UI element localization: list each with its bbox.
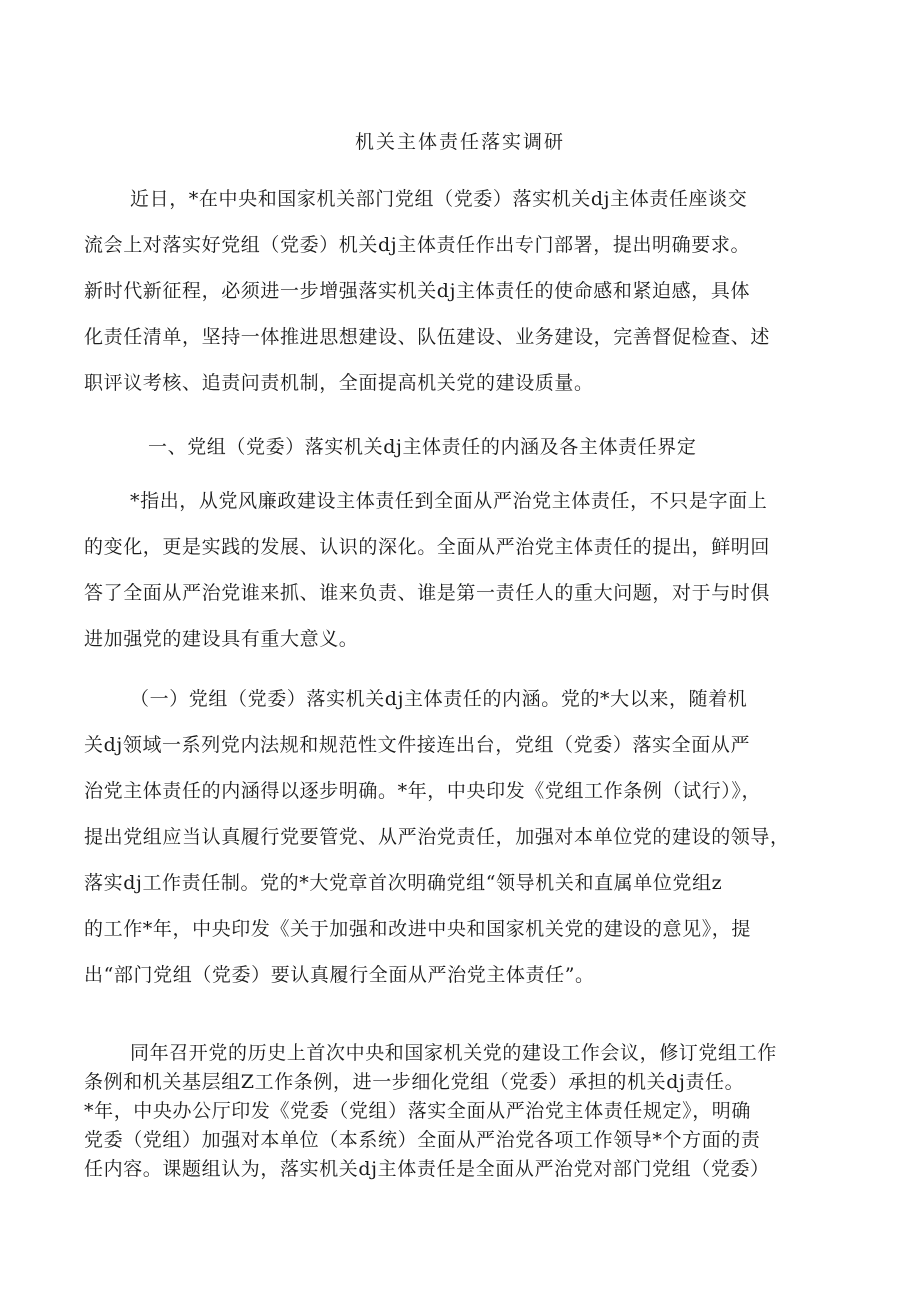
paragraph-line: 关dj领域一系列党内法规和规范性文件接连出台，党组（党委）落实全面从严	[84, 734, 751, 756]
paragraph-line: 新时代新征程，必须进一步增强落实机关dj主体责任的使命感和紧迫感，具体	[84, 280, 751, 302]
paragraph-line: 治党主体责任的内涵得以逐步明确。*年，中央印发《党组工作条例（试行）》，	[84, 780, 762, 802]
paragraph-intro	[84, 176, 844, 406]
section-heading	[84, 424, 844, 470]
paragraph-line: 化责任清单，坚持一体推进思想建设、队伍建设、业务建设，完善督促检查、述	[84, 326, 771, 348]
paragraph-line: *年，中央办公厅印发《党委（党组）落实全面从严治党主体责任规定》，明确	[84, 1100, 752, 1122]
paragraph-line: 任内容。课题组认为，落实机关dj主体责任是全面从严治党对部门党组（党委）	[84, 1158, 770, 1180]
paragraph-line: 的工作*年，中央印发《关于加强和改进中央和国家机关党的建设的意见》，提	[84, 918, 752, 940]
paragraph-line: 党委（党组）加强对本单位（本系统）全面从严治党各项工作领导*个方面的责	[84, 1129, 761, 1151]
paragraph-line: 条例和机关基层组Z工作条例，进一步细化党组（党委）承担的机关dj责任。	[84, 1071, 745, 1093]
paragraph-line: 落实dj工作责任制。党的*大党章首次明确党组“领导机关和直属单位党组z	[84, 872, 723, 894]
section-heading-text: 一、党组（党委）落实机关dj主体责任的内涵及各主体责任界定	[148, 436, 697, 458]
paragraph-responsibility	[84, 478, 844, 662]
paragraph-line: 进加强党的建设具有重大意义。	[84, 628, 359, 650]
paragraph-line: 出“部门党组（党委）要认真履行全面从严治党主体责任”。	[84, 964, 595, 986]
paragraph-line: 近日，*在中央和国家机关部门党组（党委）落实机关dj主体责任座谈交	[130, 188, 748, 210]
document-title: 机关主体责任落实调研	[354, 131, 565, 153]
paragraph-line: 职评议考核、追责问责机制，全面提高机关党的建设质量。	[84, 372, 594, 394]
paragraph-line: 同年召开党的历史上首次中央和国家机关党的建设工作会议，修订党组工作	[130, 1042, 777, 1064]
paragraph-line: 答了全面从严治党谁来抓、谁来负责、谁是第一责任人的重大问题，对于与时俱	[84, 582, 771, 604]
paragraph-line: 的变化，更是实践的发展、认识的深化。全面从严治党主体责任的提出，鲜明回	[84, 536, 771, 558]
paragraph-line: 流会上对落实好党组（党委）机关dj主体责任作出专门部署，提出明确要求。	[84, 234, 751, 256]
paragraph-line: 提出党组应当认真履行党要管党、从严治党责任，加强对本单位党的建设的领导，	[84, 826, 790, 848]
paragraph-line: （一）党组（党委）落实机关dj主体责任的内涵。党的*大以来，随着机	[130, 688, 748, 710]
paragraph-connotation	[84, 676, 844, 998]
paragraph-meeting	[84, 1039, 844, 1184]
paragraph-line: *指出，从党风廉政建设主体责任到全面从严治党主体责任，不只是字面上	[130, 490, 768, 512]
